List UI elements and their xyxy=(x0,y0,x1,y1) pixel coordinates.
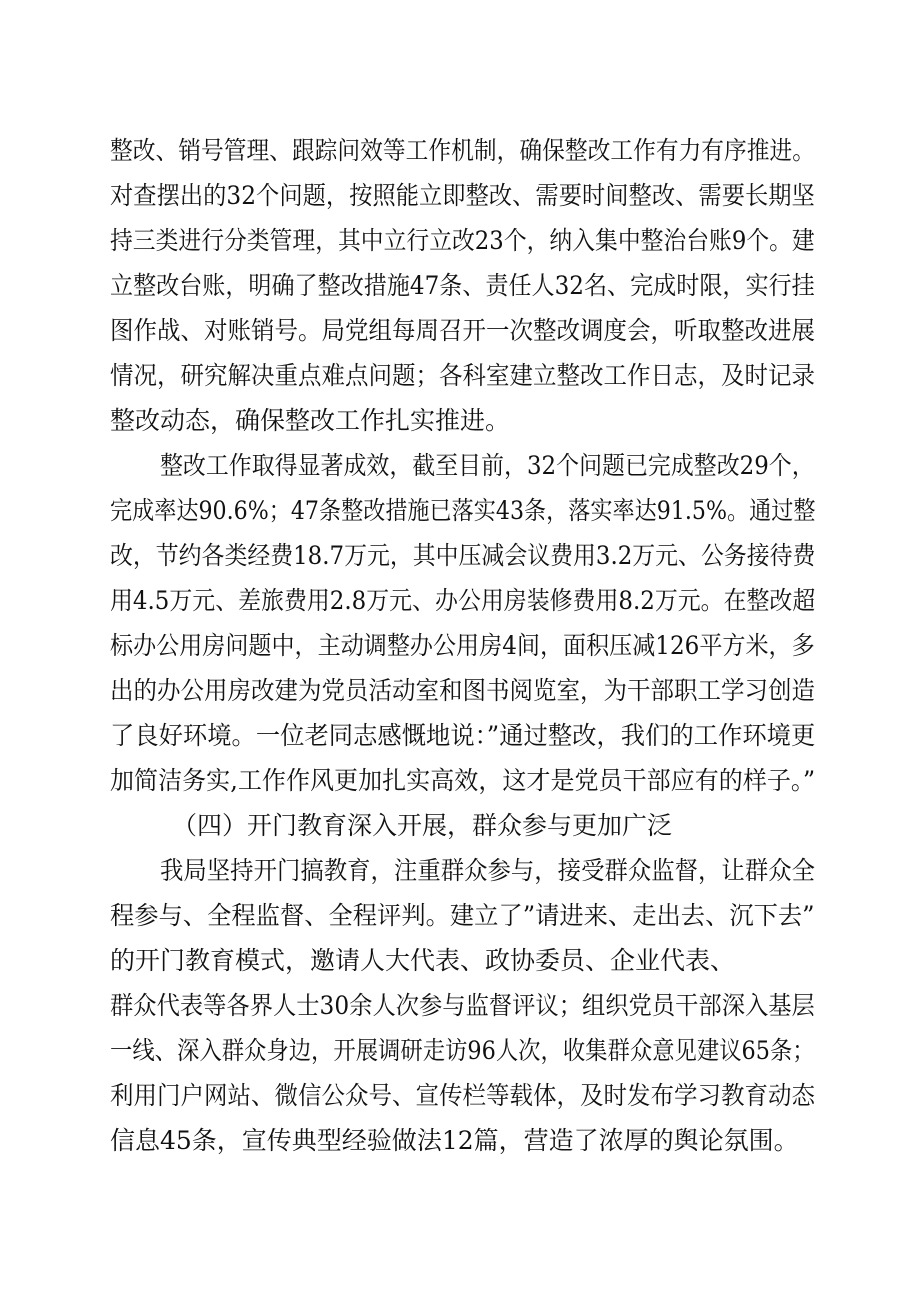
paragraph-3-line-3: 的开门教育模式，邀请人大代表、政协委员、企业代表、 xyxy=(110,946,736,975)
paragraph-1-line-7: 整改动态，确保整改工作扎实推进。 xyxy=(110,406,511,435)
paragraph-3-line-2: 程参与、全程监督、全程评判。建立了”请进来、走出去、沉下去” xyxy=(110,901,815,930)
paragraph-2-line-1: 整改工作取得显著成效，截至目前，32个问题已完成整改29个， xyxy=(160,451,815,480)
paragraph-1-line-2: 对查摆出的32个问题，按照能立即整改、需要时间整改、需要长期坚 xyxy=(110,181,815,210)
paragraph-3-line-6: 利用门户网站、微信公众号、宣传栏等载体，及时发布学习教育动态 xyxy=(110,1081,816,1110)
paragraph-1-line-3: 持三类进行分类管理，其中立行立改23个，纳入集中整治台账9个。建 xyxy=(110,226,815,255)
paragraph-3-line-7: 信息45条，宣传典型经验做法12篇，营造了浓厚的舆论氛围。 xyxy=(110,1126,799,1155)
paragraph-3-line-1: 我局坚持开门搞教育，注重群众参与，接受群众监督，让群众全 xyxy=(160,856,816,885)
paragraph-2-line-5: 标办公用房问题中，主动调整办公用房4间，面积压减126平方米，多 xyxy=(110,631,815,660)
paragraph-2-line-3: 改，节约各类经费18.7万元，其中压减会议费用3.2万元、公务接待费 xyxy=(110,541,816,570)
paragraph-2-line-6: 出的办公用房改建为党员活动室和图书阅览室，为干部职工学习创造 xyxy=(110,676,816,705)
paragraph-3-line-4: 群众代表等各界人士30余人次参与监督评议；组织党员干部深入基层 xyxy=(110,991,815,1020)
paragraph-1-line-1: 整改、销号管理、跟踪问效等工作机制，确保整改工作有力有序推进。 xyxy=(110,136,816,165)
paragraph-2-line-7: 了良好环境。一位老同志感慨地说：”通过整改，我们的工作环境更 xyxy=(110,721,816,750)
paragraph-1-line-6: 情况，研究解决重点难点问题；各科室建立整改工作日志，及时记录 xyxy=(110,361,816,390)
paragraph-2-line-2: 完成率达90.6%；47条整改措施已落实43条，落实率达91.5%。通过整 xyxy=(110,496,816,525)
paragraph-2-line-8: 加简洁务实,工作作风更加扎实高效，这才是党员干部应有的样子。” xyxy=(110,766,816,795)
paragraph-1-line-5: 图作战、对账销号。局党组每周召开一次整改调度会，听取整改进展 xyxy=(110,316,816,345)
paragraph-3-line-5: 一线、深入群众身边，开展调研走访96人次，收集群众意见建议65条； xyxy=(110,1036,815,1065)
paragraph-1-line-4: 立整改台账，明确了整改措施47条、责任人32名、完成时限，实行挂 xyxy=(110,271,815,300)
section-heading: （四）开门教育深入开展，群众参与更加广泛 xyxy=(172,811,673,840)
paragraph-2-line-4: 用4.5万元、差旅费用2.8万元、办公用房装修费用8.2万元。在整改超 xyxy=(110,586,816,615)
